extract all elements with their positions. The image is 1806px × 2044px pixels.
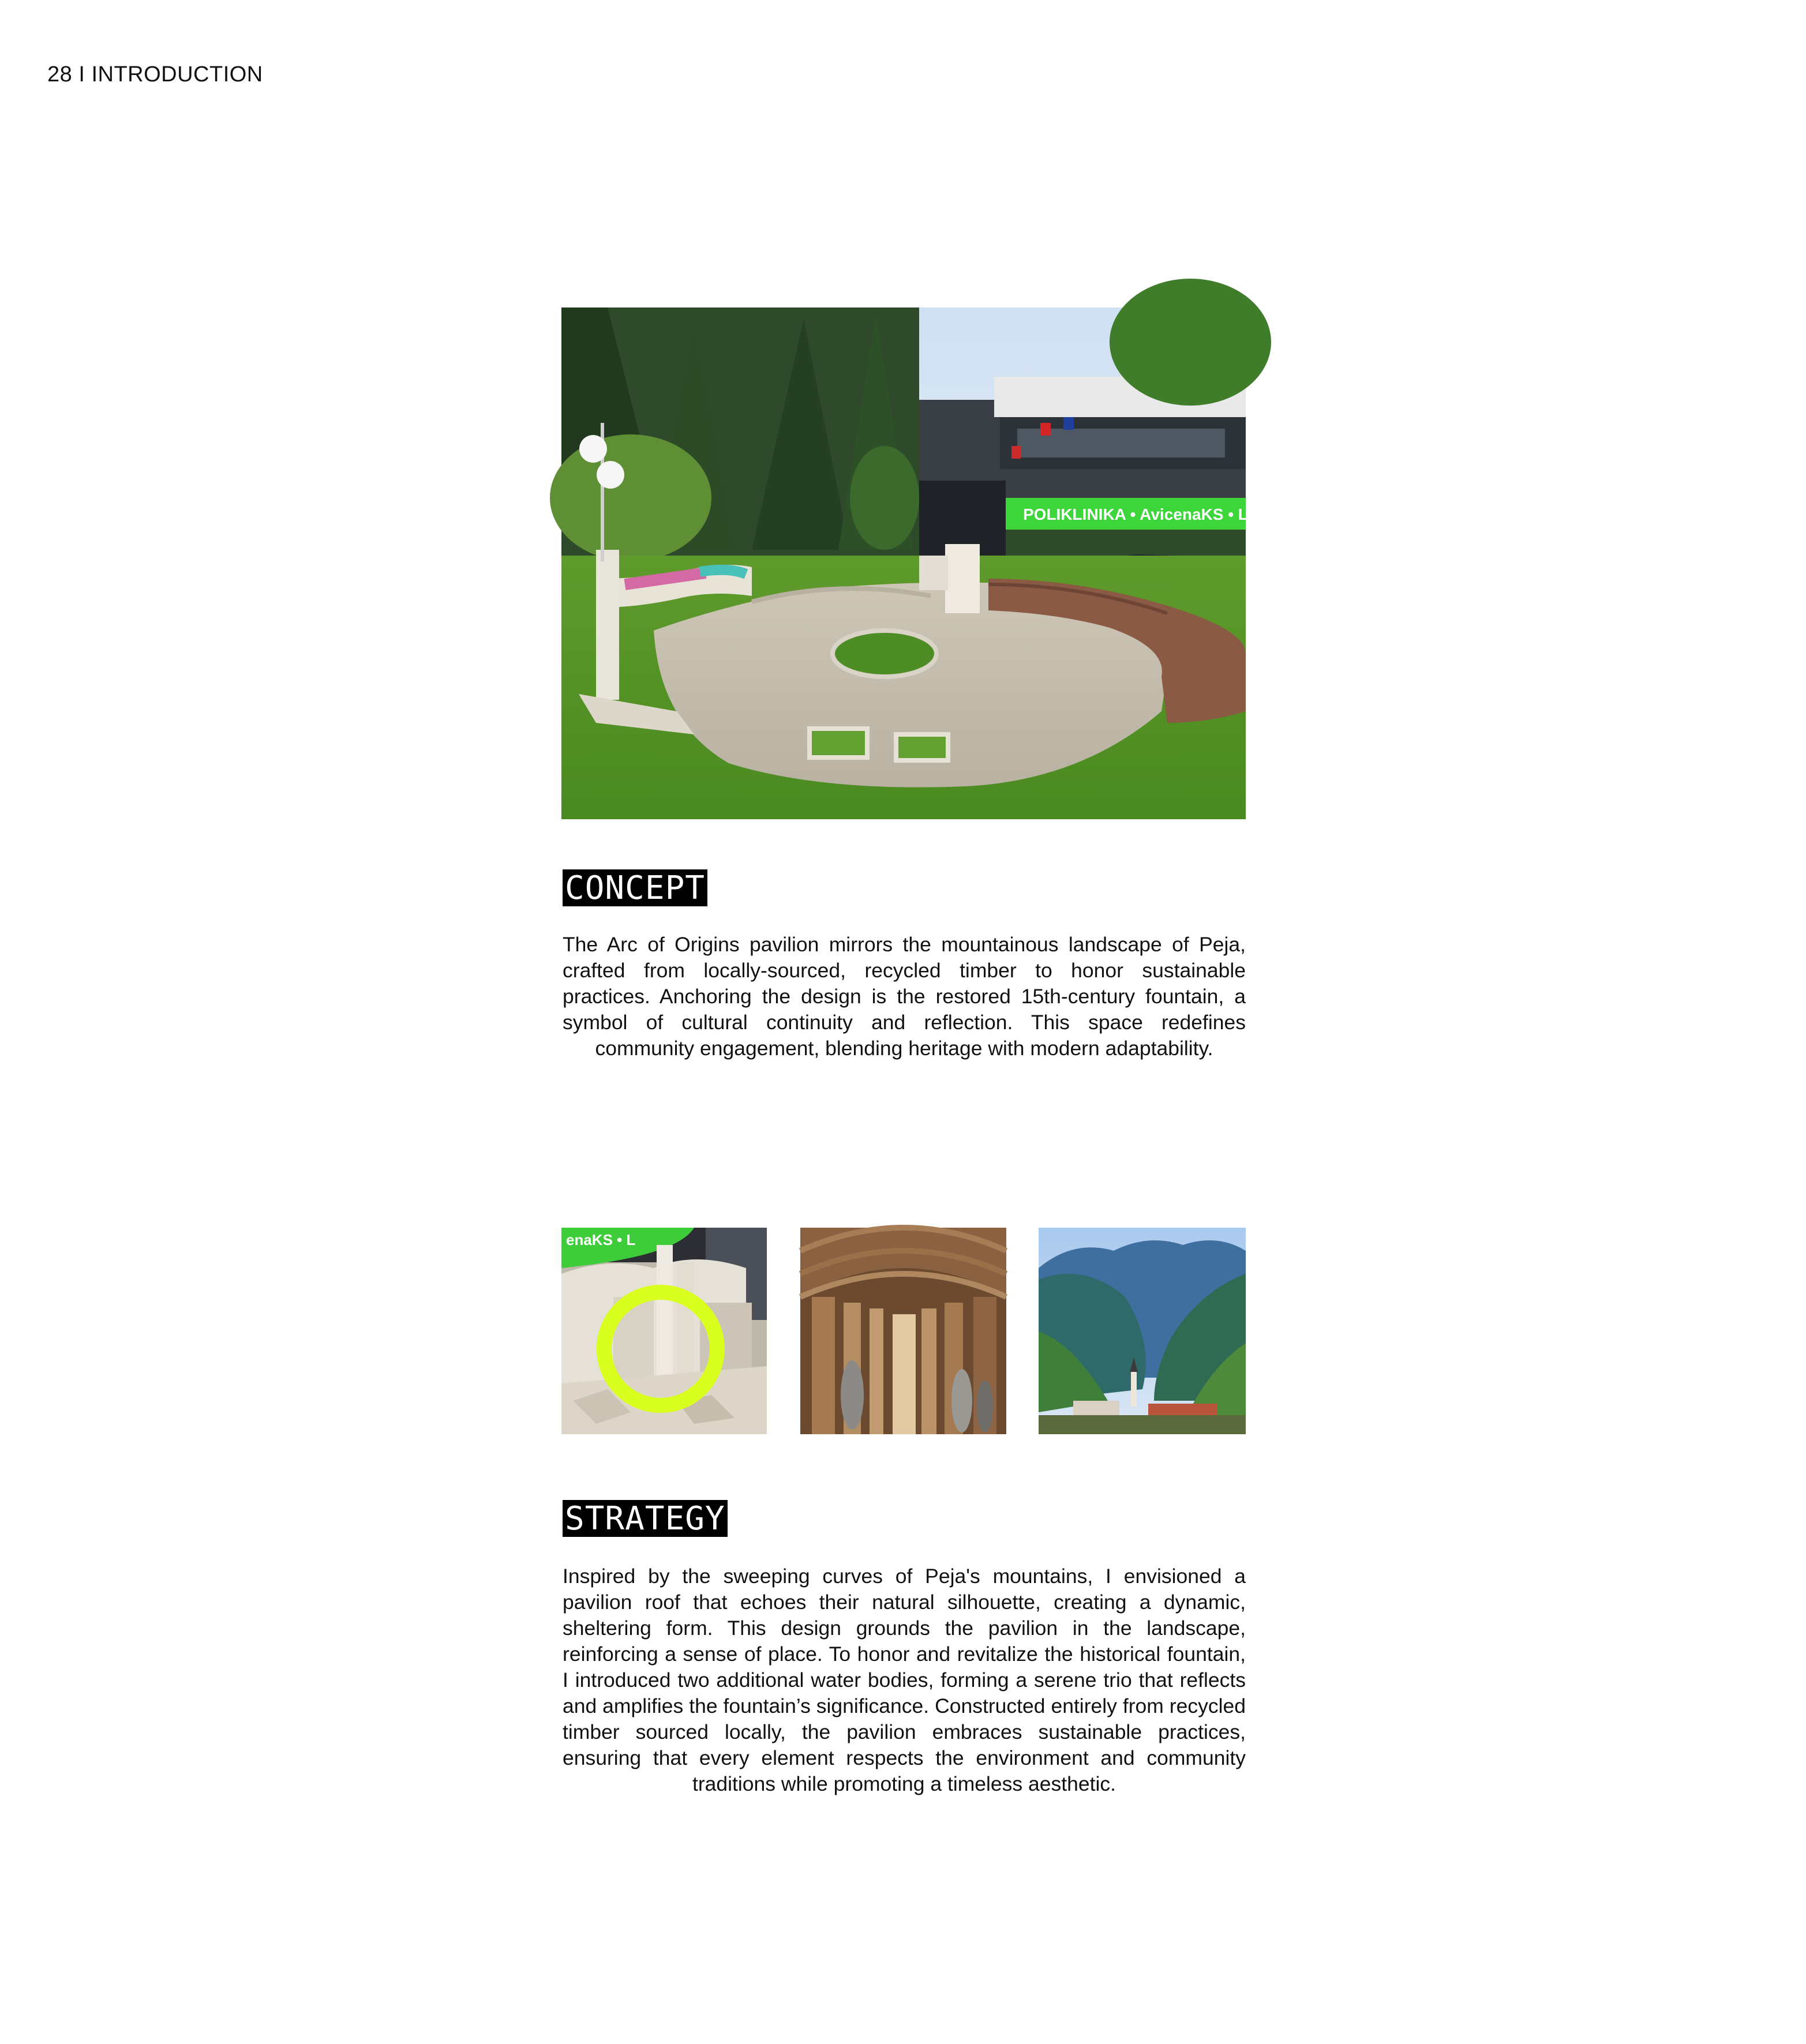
page-header: 28 I INTRODUCTION [47,62,263,87]
fountain-photo-illustration [561,1228,767,1434]
site-photo [561,307,1296,819]
mountain-photo [1039,1228,1246,1434]
strategy-heading: STRATEGY [563,1500,728,1537]
fountain-sign-text: enaKS • L [566,1231,636,1248]
signage-text: POLIKLINIKA • AvicenaKS • LABOR [1023,505,1296,523]
fountain-photo [561,1228,767,1434]
mountain-illustration [1039,1228,1246,1434]
concept-paragraph: The Arc of Origins pavilion mirrors the mountainous landscape of Peja, crafted from locally-sourced, recycled timber to honor sustainable practices. Anchoring the design is the restored 15th-century fountain, a symbol of cultural continuity and reflection. This space redefines community engagement, blending heritage with modern adaptability. [563,933,1246,1060]
strategy-paragraph: Inspired by the sweeping curves of Peja's mountains, I envisioned a pavilion roof that echoes their natural silhouette, creating a dynamic, sheltering form. This design grounds the pavilion in the landscape, reinforcing a sense of place. To honor and revitalize the historical fountain, I introduced two additional water bodies, forming a serene trio that reflects and amplifies the fountain’s significance. Constructed entirely from recycled timber sourced locally, the pavilion embraces sustainable practices, ensuring that every element respects the environment and community traditions while promoting a timeless aesthetic. [563,1565,1246,1795]
timber-pavilion-illustration [800,1228,1006,1434]
timber-pavilion-photo [800,1228,1006,1434]
site-photo-illustration [561,307,1296,819]
concept-heading: CONCEPT [563,869,707,906]
